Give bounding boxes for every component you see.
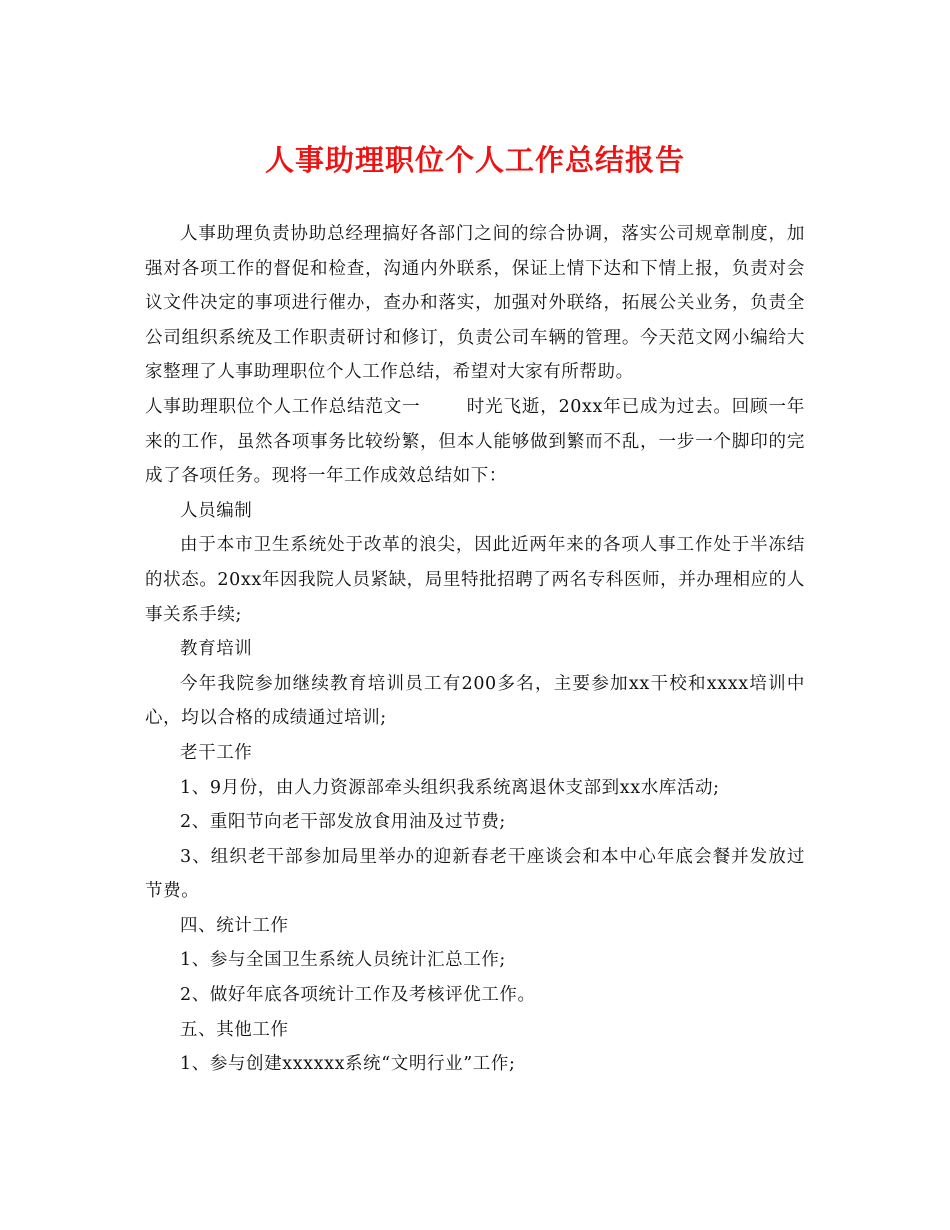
body-paragraph: 由于本市卫生系统处于改革的浪尖，因此近两年来的各项人事工作处于半冻结的状态。20xx年因我院人员紧缺，局里特批招聘了两名专科医师，并办理相应的人事关系手续;: [145, 535, 805, 625]
list-item: 1、参与全国卫生系统人员统计汇总工作;: [180, 950, 506, 971]
body-paragraph: 今年我院参加继续教育培训员工有200多名，主要参加xx干校和xxxx培训中心，均以合格的成绩通过培训;: [145, 673, 805, 729]
list-item: 3、组织老干部参加局里举办的迎新春老干座谈会和本中心年底会餐并发放过节费。: [145, 846, 805, 902]
document-title: 人事助理职位个人工作总结报告: [264, 143, 685, 177]
section-heading: 人员编制: [180, 500, 253, 521]
section-heading: 四、统计工作: [180, 915, 289, 936]
section-heading: 教育培训: [180, 639, 253, 660]
section-heading: 五、其他工作: [180, 1019, 289, 1040]
list-item: 1、参与创建xxxxxx系统“文明行业”工作;: [180, 1054, 516, 1075]
list-item: 2、重阳节向老干部发放食用油及过节费;: [180, 812, 506, 833]
list-item: 2、做好年底各项统计工作及考核评优工作。: [180, 985, 536, 1006]
intro-paragraph: 人事助理负责协助总经理搞好各部门之间的综合协调，落实公司规章制度，加强对各项工作的督促和检查，沟通内外联系，保证上情下达和下情上报，负责对会议文件决定的事项进行催办，查办和落实，加强对外联络，拓展公关业务，负责全公司组织系统及工作职责研讨和修订，负责公司车辆的管理。今天范文网小编给大家整理了人事助理职位个人工作总结，希望对大家有所帮助。: [145, 224, 805, 383]
sample-paragraph: [145, 390, 805, 494]
sample-label: 人事助理职位个人工作总结范文一: [145, 396, 421, 417]
section-heading: 老干工作: [180, 742, 253, 763]
sample-text: 时光飞逝，20xx年已成为过去。回顾一年来的工作，虽然各项事务比较纷繁，但本人能够做到繁而不乱，一步一个脚印的完成了各项任务。现将一年工作成效总结如下：: [145, 396, 805, 487]
document-body: [145, 217, 805, 1082]
list-item: 1、9月份，由人力资源部牵头组织我系统离退休支部到xx水库活动;: [180, 777, 720, 798]
